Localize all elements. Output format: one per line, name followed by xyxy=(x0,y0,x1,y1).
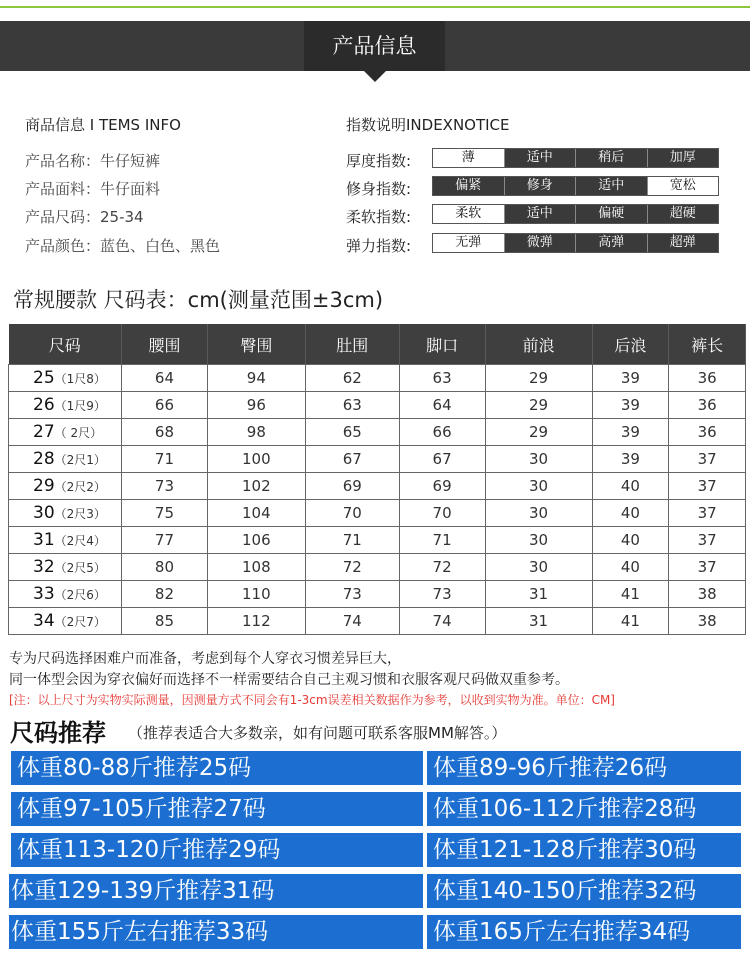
size-chi-note: （2尺7） xyxy=(54,615,106,629)
index-option: 超弹 xyxy=(647,234,719,252)
recommend-item: 体重106-112斤推荐28码 xyxy=(427,792,741,826)
size-number: 33 xyxy=(33,584,55,604)
recommend-item: 体重155斤左右推荐33码 xyxy=(9,915,423,949)
column-header: 脚口 xyxy=(399,324,485,365)
recommend-item: 体重165斤左右推荐34码 xyxy=(427,915,741,949)
index-option: 无弹 xyxy=(433,234,504,252)
size-chi-note: （2尺3） xyxy=(54,507,106,521)
table-cell: 72 xyxy=(305,554,399,581)
table-row xyxy=(9,527,746,554)
table-cell: 31 xyxy=(485,581,592,608)
table-cell: 36 xyxy=(669,392,746,419)
table-cell: 104 xyxy=(207,500,305,527)
thickness-index-scale xyxy=(432,148,719,168)
table-cell: 106 xyxy=(207,527,305,554)
size-chi-note: （2尺5） xyxy=(54,561,106,575)
recommend-item: 体重121-128斤推荐30码 xyxy=(427,833,741,867)
column-header: 后浪 xyxy=(592,324,669,365)
table-row xyxy=(9,554,746,581)
column-header: 腰围 xyxy=(122,324,208,365)
table-cell: 38 xyxy=(669,581,746,608)
size-number: 29 xyxy=(33,476,55,496)
index-option: 适中 xyxy=(504,149,576,167)
table-row xyxy=(9,500,746,527)
table-cell: 94 xyxy=(207,365,305,392)
table-cell: 85 xyxy=(122,608,208,635)
index-option: 超硬 xyxy=(647,205,719,223)
table-cell: 71 xyxy=(122,446,208,473)
size-number: 26 xyxy=(33,395,55,415)
page-title: 产品信息 xyxy=(332,34,417,58)
size-chi-note: （1尺8） xyxy=(54,372,106,386)
column-header: 臀围 xyxy=(207,324,305,365)
goods-info-row: 产品面料：牛仔面料 xyxy=(25,180,161,198)
index-option: 微弹 xyxy=(504,234,576,252)
table-cell: 63 xyxy=(399,365,485,392)
size-chi-note: （2尺4） xyxy=(54,534,106,548)
size-chi-note: （2尺6） xyxy=(54,588,106,602)
index-option: 宽松 xyxy=(647,177,719,195)
table-cell: 74 xyxy=(305,608,399,635)
title-notch xyxy=(364,71,386,82)
table-cell: 36 xyxy=(669,365,746,392)
table-cell: 72 xyxy=(399,554,485,581)
table-cell: 102 xyxy=(207,473,305,500)
table-cell: 29 xyxy=(485,392,592,419)
table-cell: 40 xyxy=(592,473,669,500)
size-cell xyxy=(9,608,122,635)
table-cell: 29 xyxy=(485,419,592,446)
index-option: 偏硬 xyxy=(575,205,647,223)
size-chart-title: 常规腰款 尺码表：cm(测量范围±3cm) xyxy=(13,288,384,312)
index-option: 薄 xyxy=(433,149,504,167)
table-cell: 29 xyxy=(485,365,592,392)
table-cell: 38 xyxy=(669,608,746,635)
size-recommend-subtitle: （推荐表适合大多数亲，如有问题可联系客服MM解答。） xyxy=(128,724,507,742)
index-notice-heading: 指数说明INDEXNOTICE xyxy=(346,116,510,134)
goods-info-row: 产品尺码：25-34 xyxy=(25,208,144,226)
table-cell: 66 xyxy=(399,419,485,446)
table-cell: 71 xyxy=(399,527,485,554)
size-cell xyxy=(9,446,122,473)
size-cell xyxy=(9,392,122,419)
table-cell: 74 xyxy=(399,608,485,635)
recommend-item: 体重129-139斤推荐31码 xyxy=(9,874,423,908)
table-cell: 66 xyxy=(122,392,208,419)
table-cell: 41 xyxy=(592,581,669,608)
size-table xyxy=(8,324,746,635)
size-number: 25 xyxy=(33,368,55,388)
column-header: 裤长 xyxy=(669,324,746,365)
size-cell xyxy=(9,581,122,608)
table-cell: 68 xyxy=(122,419,208,446)
table-cell: 71 xyxy=(305,527,399,554)
table-cell: 69 xyxy=(305,473,399,500)
size-number: 34 xyxy=(33,611,55,631)
size-number: 30 xyxy=(33,503,55,523)
table-cell: 30 xyxy=(485,446,592,473)
table-cell: 63 xyxy=(305,392,399,419)
table-cell: 31 xyxy=(485,608,592,635)
table-cell: 39 xyxy=(592,419,669,446)
size-cell xyxy=(9,554,122,581)
size-number: 27 xyxy=(33,422,55,442)
softness-index-scale xyxy=(432,204,719,224)
elasticity-index-label: 弹力指数: xyxy=(346,237,412,255)
table-cell: 39 xyxy=(592,365,669,392)
table-cell: 39 xyxy=(592,392,669,419)
table-cell: 40 xyxy=(592,500,669,527)
table-header-row xyxy=(9,324,746,365)
recommend-item: 体重140-150斤推荐32码 xyxy=(427,874,741,908)
table-cell: 70 xyxy=(305,500,399,527)
column-header: 肚围 xyxy=(305,324,399,365)
size-chi-note: （1尺9） xyxy=(54,399,106,413)
table-cell: 36 xyxy=(669,419,746,446)
table-cell: 67 xyxy=(305,446,399,473)
table-cell: 39 xyxy=(592,446,669,473)
note-line-2: 同一体型会因为穿衣偏好而选择不一样需要结合自己主观习惯和衣服客观尺码做双重参考。 xyxy=(9,672,569,688)
recommend-item: 体重89-96斤推荐26码 xyxy=(427,751,741,785)
size-chi-note: （2尺1） xyxy=(54,453,106,467)
table-row xyxy=(9,419,746,446)
table-cell: 67 xyxy=(399,446,485,473)
table-row xyxy=(9,365,746,392)
table-cell: 41 xyxy=(592,608,669,635)
size-number: 31 xyxy=(33,530,55,550)
table-row xyxy=(9,473,746,500)
index-option: 高弹 xyxy=(575,234,647,252)
size-chi-note: （ 2尺） xyxy=(54,426,103,440)
table-cell: 62 xyxy=(305,365,399,392)
thickness-index-label: 厚度指数: xyxy=(346,152,412,170)
table-cell: 65 xyxy=(305,419,399,446)
table-cell: 69 xyxy=(399,473,485,500)
goods-info-row: 产品颜色：蓝色、白色、黑色 xyxy=(25,237,221,255)
table-cell: 37 xyxy=(669,500,746,527)
table-cell: 30 xyxy=(485,500,592,527)
index-option: 修身 xyxy=(504,177,576,195)
index-option: 稍后 xyxy=(575,149,647,167)
table-cell: 37 xyxy=(669,446,746,473)
table-cell: 64 xyxy=(399,392,485,419)
goods-info-heading: 商品信息 I TEMS INFO xyxy=(25,116,181,134)
index-option: 偏紧 xyxy=(433,177,504,195)
table-cell: 70 xyxy=(399,500,485,527)
recommend-item: 体重113-120斤推荐29码 xyxy=(11,833,423,867)
table-cell: 30 xyxy=(485,527,592,554)
table-cell: 30 xyxy=(485,554,592,581)
table-cell: 73 xyxy=(399,581,485,608)
table-cell: 37 xyxy=(669,554,746,581)
table-cell: 40 xyxy=(592,554,669,581)
table-cell: 100 xyxy=(207,446,305,473)
table-cell: 73 xyxy=(305,581,399,608)
softness-index-label: 柔软指数: xyxy=(346,208,412,226)
table-cell: 30 xyxy=(485,473,592,500)
table-cell: 112 xyxy=(207,608,305,635)
recommend-item: 体重80-88斤推荐25码 xyxy=(11,751,423,785)
table-cell: 40 xyxy=(592,527,669,554)
table-row xyxy=(9,581,746,608)
size-number: 32 xyxy=(33,557,55,577)
table-cell: 98 xyxy=(207,419,305,446)
recommend-item: 体重97-105斤推荐27码 xyxy=(11,792,423,826)
table-cell: 73 xyxy=(122,473,208,500)
column-header: 前浪 xyxy=(485,324,592,365)
size-cell xyxy=(9,500,122,527)
size-number: 28 xyxy=(33,449,55,469)
table-cell: 96 xyxy=(207,392,305,419)
size-cell xyxy=(9,473,122,500)
top-green-line xyxy=(0,0,750,8)
size-chi-note: （2尺2） xyxy=(54,480,106,494)
index-option: 加厚 xyxy=(647,149,719,167)
index-option: 适中 xyxy=(504,205,576,223)
table-row xyxy=(9,446,746,473)
note-line-1: 专为尺码选择困难户而准备，考虑到每个人穿衣习惯差异巨大， xyxy=(9,651,401,667)
table-cell: 77 xyxy=(122,527,208,554)
measurement-disclaimer: [注：以上尺寸为实物实际测量，因测量方式不同会有1-3cm误差相关数据作为参考，以收到实物为准。单位：CM] xyxy=(9,693,615,707)
table-cell: 37 xyxy=(669,527,746,554)
goods-info-row: 产品名称：牛仔短裤 xyxy=(25,152,161,170)
column-header: 尺码 xyxy=(9,324,122,365)
elasticity-index-scale xyxy=(432,233,719,253)
size-cell xyxy=(9,419,122,446)
table-cell: 110 xyxy=(207,581,305,608)
table-row xyxy=(9,608,746,635)
table-cell: 82 xyxy=(122,581,208,608)
table-cell: 64 xyxy=(122,365,208,392)
fit-index-scale xyxy=(432,176,719,196)
table-cell: 108 xyxy=(207,554,305,581)
table-row xyxy=(9,392,746,419)
size-cell xyxy=(9,527,122,554)
table-cell: 75 xyxy=(122,500,208,527)
index-option: 适中 xyxy=(575,177,647,195)
size-cell xyxy=(9,365,122,392)
size-recommend-title: 尺码推荐 xyxy=(10,719,106,747)
fit-index-label: 修身指数: xyxy=(346,180,412,198)
table-cell: 80 xyxy=(122,554,208,581)
index-option: 柔软 xyxy=(433,205,504,223)
table-cell: 37 xyxy=(669,473,746,500)
